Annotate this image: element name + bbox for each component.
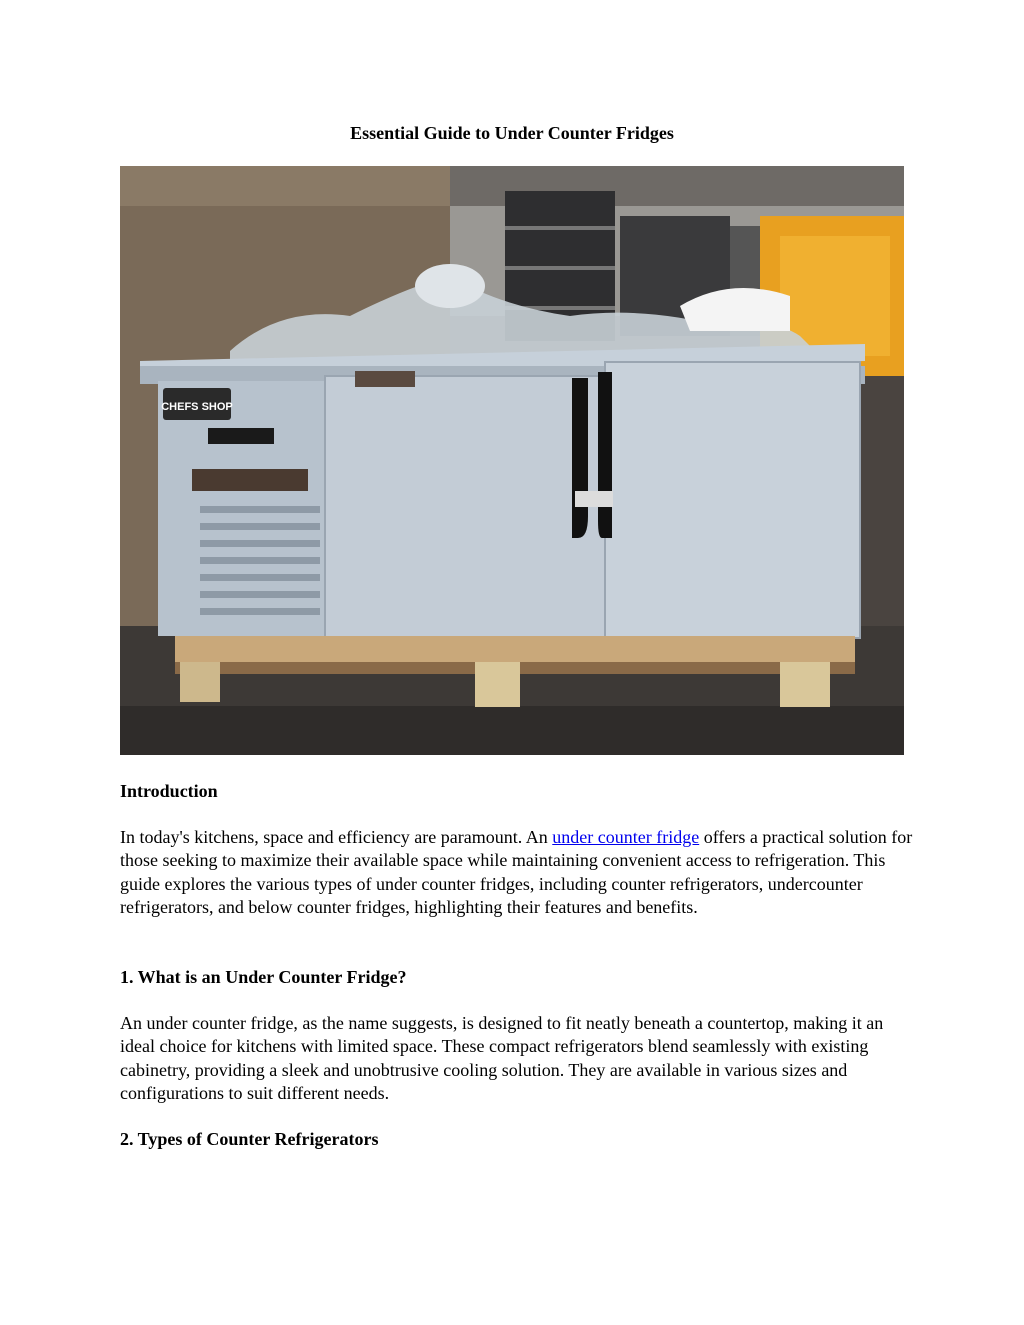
- intro-paragraph: [120, 826, 920, 919]
- page-title: Essential Guide to Under Counter Fridges: [350, 123, 674, 143]
- product-photo: [120, 166, 904, 755]
- under-counter-fridge-image: [120, 166, 904, 755]
- intro-text-after-link: offers a practical solution for those seeking to maximize their available space while maintaining convenient access to refrigeration. This guide explores the various types of under counter fridges, including counter refrigerators, undercounter refrigerators, and below counter fridges, highlighting their features and benefits.: [120, 827, 913, 917]
- section-heading-introduction: Introduction: [120, 781, 218, 801]
- brand-label: CHEFS SHOP: [161, 401, 233, 413]
- under-counter-fridge-link[interactable]: under counter fridge: [552, 827, 700, 847]
- what-is-paragraph: An under counter fridge, as the name suggests, is designed to fit neatly beneath a countertop, making it an ideal choice for kitchens with limited space. These compact refrigerators blend seamlessly with existing cabinetry, providing a sleek and unobtrusive cooling solution. They are available in various sizes and configurations to suit different needs.: [120, 1013, 884, 1103]
- section-heading-types: 2. Types of Counter Refrigerators: [120, 1129, 379, 1149]
- intro-text-before-link: In today's kitchens, space and efficiency are paramount. An: [120, 827, 553, 847]
- section-heading-what-is: 1. What is an Under Counter Fridge?: [120, 967, 407, 987]
